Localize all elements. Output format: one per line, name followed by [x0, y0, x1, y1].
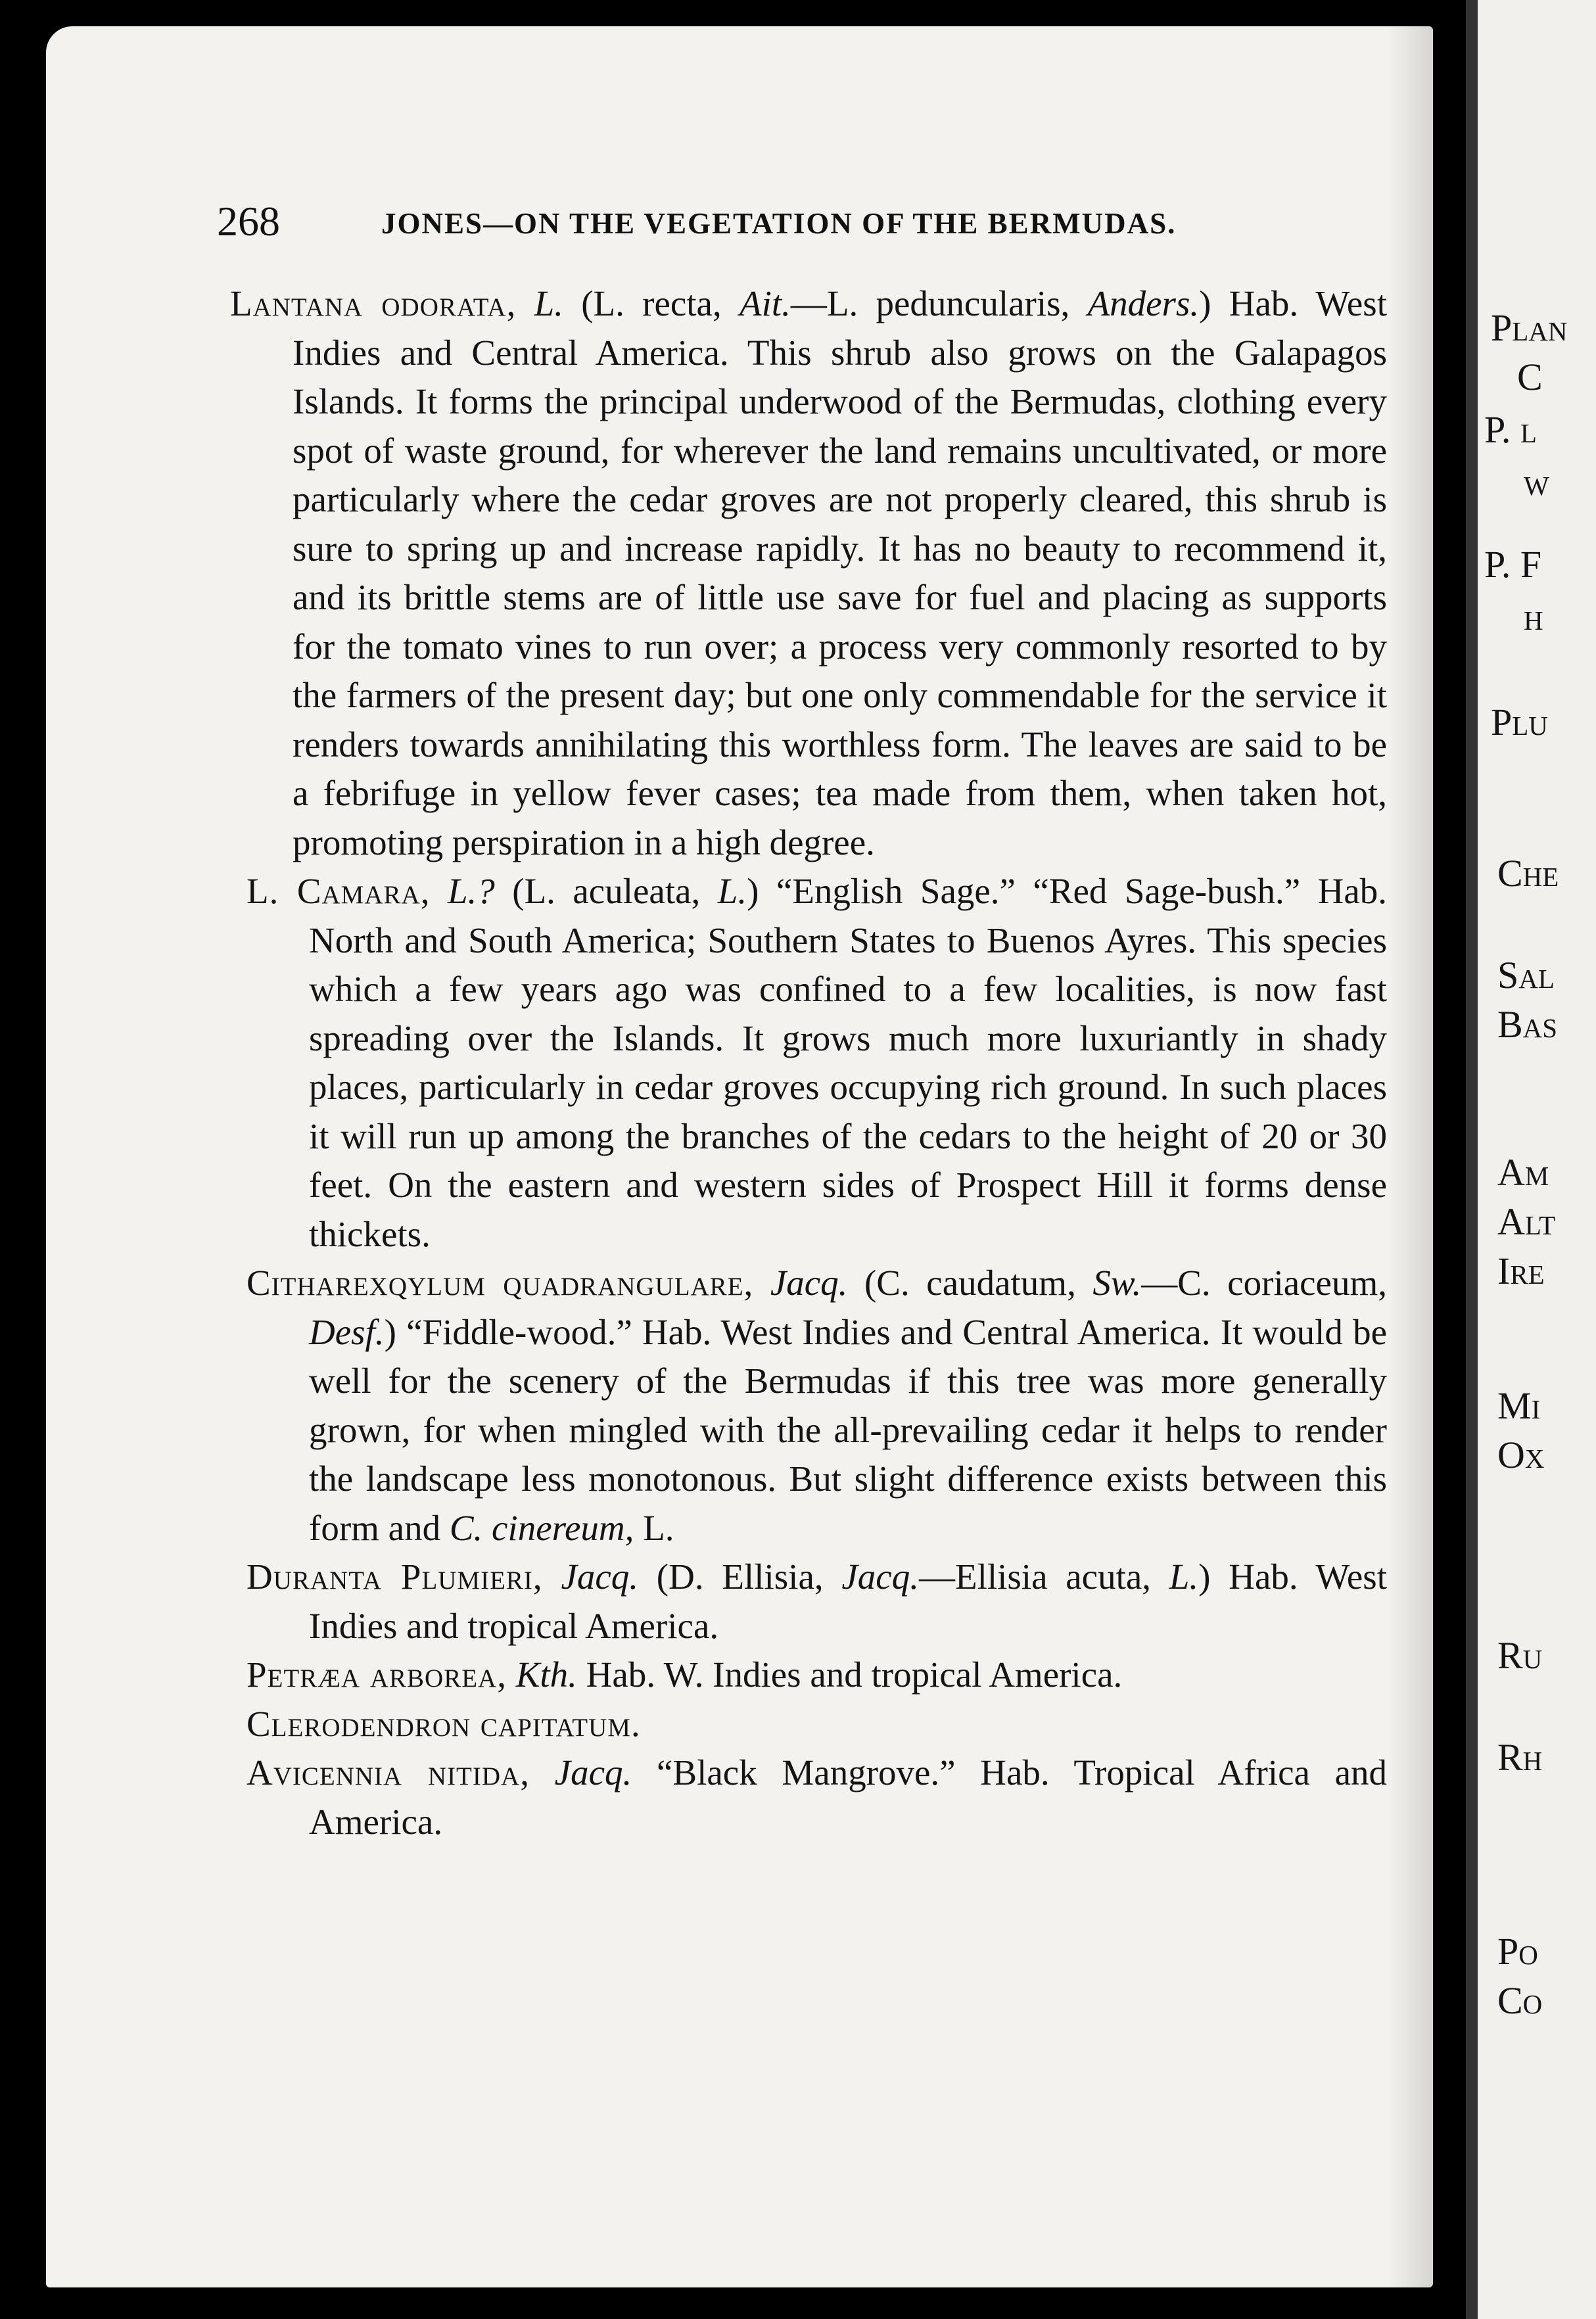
entry-text: Hab. W. Indies and tropical America. [586, 1654, 1123, 1695]
page-number: 268 [217, 198, 280, 245]
taxon-author: Kth. [515, 1654, 577, 1695]
taxon-name: Avicennia nitida, [246, 1752, 530, 1792]
entry-text: Hab. West Indies and Central America. This shrub also grows on the Galapagos Islands. It forms the principal underwood of the Bermudas, clothing every spot of waste ground, for wherever the land remains uncultivated, or more particularly where the cedar groves are not properly cleared, this shrub is sure to spring up and increase rapidly. It has no beauty to recommend it, and its brittle stems are of little use save for fuel and placing as supports for the tomato vines to run over; a process very commonly resorted to by the farmers of the present day; but one only commendable for the service it renders towards annihilating this worthless form. The leaves are said to be a febrifuge in yellow fever cases; tea made from them, when taken hot, promoting perspiration in a high degree. [293, 283, 1387, 862]
entry-duranta-plumieri [246, 1553, 1387, 1651]
facing-fragment: C [1517, 356, 1543, 398]
synonym-author: Ait. [739, 283, 791, 323]
synonyms-open: (L. aculeata, [494, 871, 718, 911]
entry-clerodendron-capitatum [246, 1700, 1387, 1749]
facing-fragment: P. l [1484, 408, 1537, 451]
entry-text: “English Sage.” “Red Sage-bush.” Hab. North and South America; Southern States to Buenos Ayres. This species which a few years ago was confined to a few localities, is now fast spreading over the Islands. It grows much more luxuriantly in shady places, particularly in cedar groves occupying rich ground. In such places it will run up among the branches of the cedars to the height of 20 or 30 feet. On the eastern and western sides of Prospect Hill it forms dense thickets. [309, 871, 1388, 1254]
compared-taxon: C. cinereum, [449, 1507, 634, 1548]
running-head: JONES—ON THE VEGETATION OF THE BERMUDAS. [381, 207, 1177, 240]
book-page [46, 26, 1433, 2287]
synonyms-open: (L. recta, [563, 283, 739, 323]
taxon-name: Petræa arborea, [246, 1654, 507, 1695]
facing-fragment: Che [1497, 852, 1559, 895]
compared-taxon-author: L. [634, 1507, 674, 1548]
synonyms-open: (D. Ellisia, [638, 1557, 842, 1597]
entry-citharexylum [246, 1259, 1387, 1553]
gutter-shadow [1387, 26, 1433, 2287]
entry-petraea-arborea [246, 1651, 1387, 1700]
page-body [230, 279, 1387, 1846]
taxon-name: L. Camara, [246, 871, 431, 911]
facing-fragment: w [1524, 461, 1549, 504]
facing-fragment: Ru [1497, 1634, 1543, 1677]
entry-text: Hab. West Indies and tropical America. [309, 1557, 1387, 1646]
facing-fragment: P. F [1484, 543, 1542, 586]
synonym-author: Jacq. [841, 1557, 919, 1597]
synonyms-mid: —C. coriaceum, [1141, 1263, 1387, 1303]
facing-fragment: Bas [1497, 1003, 1558, 1046]
synonyms-mid: —Ellisia acuta, [918, 1557, 1169, 1597]
facing-fragment: Rh [1497, 1736, 1543, 1779]
facing-fragment: Ox [1497, 1434, 1545, 1476]
facing-fragment: Ire [1497, 1250, 1545, 1292]
facing-fragment: Plu [1491, 701, 1548, 743]
synonyms-mid: —L. peduncularis, [790, 283, 1088, 323]
taxon-author: L.? [447, 871, 495, 911]
facing-fragment: Alt [1497, 1200, 1556, 1243]
taxon-name: Lantana odorata, [230, 283, 517, 323]
facing-fragment: Po [1497, 1930, 1538, 1973]
facing-fragment: Mi [1497, 1384, 1541, 1427]
taxon-name: Duranta Plumieri, [246, 1557, 543, 1597]
synonyms-close: ) [1198, 1557, 1211, 1597]
facing-fragment: Sal [1497, 954, 1555, 996]
facing-fragment: Am [1497, 1151, 1549, 1194]
synonym-author: Anders. [1087, 283, 1200, 323]
entry-avicennia-nitida [246, 1748, 1387, 1846]
facing-fragment: Co [1497, 1979, 1543, 2022]
taxon-name: Citharexqylum quadrangulare, [246, 1263, 754, 1303]
synonyms-open: (C. caudatum, [847, 1263, 1093, 1303]
synonym-author: L. [1169, 1557, 1199, 1597]
taxon-author: L. [534, 283, 563, 323]
synonym-author: Desf. [309, 1311, 385, 1352]
entry-lantana-odorata [230, 279, 1387, 867]
synonyms-close: ) [1199, 283, 1211, 323]
entry-lantana-camara [246, 867, 1387, 1259]
entry-text: “Fiddle-wood.” Hab. West Indies and Central America. It would be well for the scenery of the Bermudas if this tree was more generally grown, for when mingled with the all-prevailing cedar it helps to render the landscape less monotonous. But slight difference exists between this form and [309, 1311, 1387, 1548]
taxon-author: Jacq. [554, 1752, 632, 1792]
facing-page-edge [1466, 0, 1596, 2319]
taxon-author: Jacq. [770, 1263, 848, 1303]
facing-fragment: h [1524, 596, 1543, 638]
synonyms-close: ) [384, 1311, 396, 1352]
entry-text: “Black Mangrove.” Hab. Tropical Africa and America. [309, 1752, 1388, 1842]
taxon-author: Jacq. [561, 1557, 639, 1597]
facing-fragment: Plan [1491, 306, 1568, 349]
synonyms-close: ) [747, 871, 759, 911]
synonym-author: Sw. [1092, 1263, 1142, 1303]
taxon-name: Clerodendron capitatum. [246, 1703, 641, 1744]
synonym-author: L. [717, 871, 747, 911]
